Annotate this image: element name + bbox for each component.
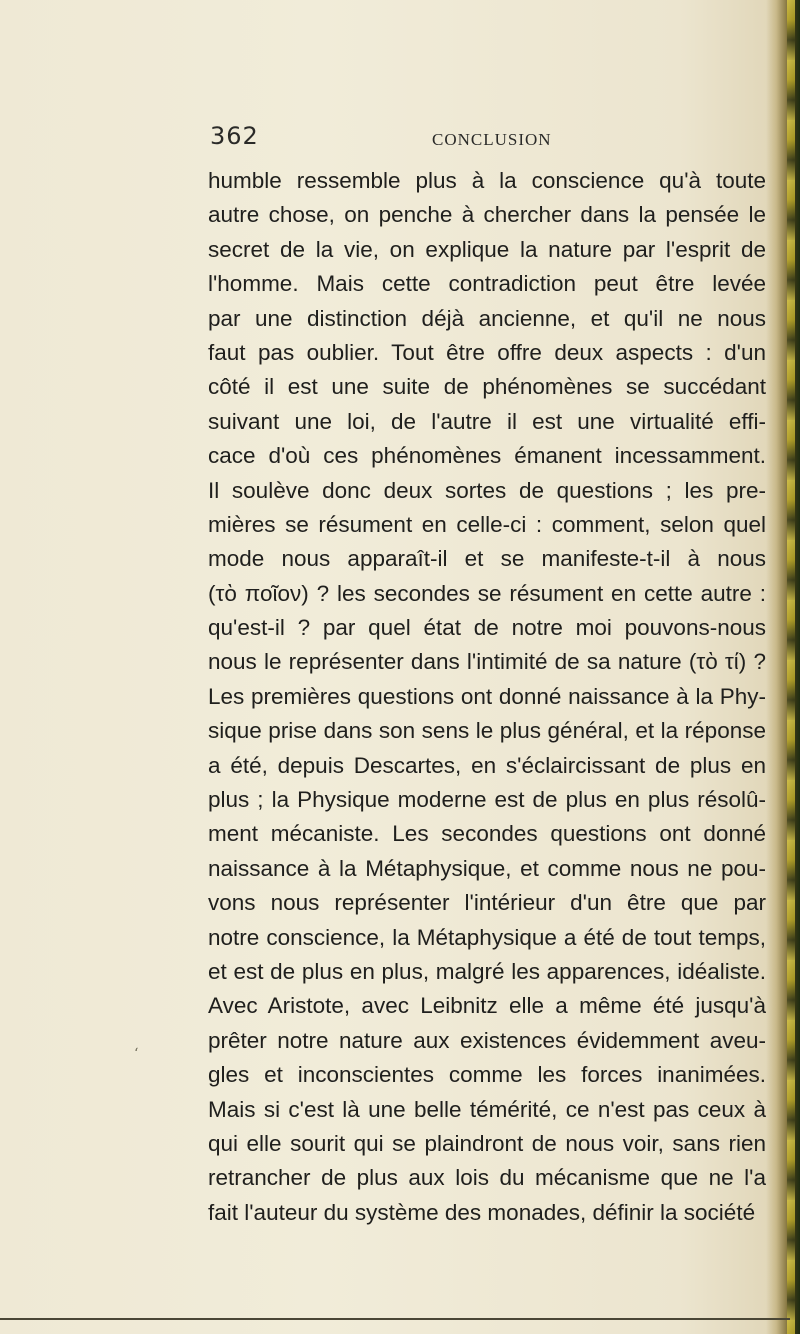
text-line: humble ressemble plus à la conscience qu'à toute: [208, 168, 766, 193]
page-header: [210, 122, 730, 158]
text-line: faut pas oublier. Tout être offre deux aspects : d'un: [208, 339, 766, 365]
text-line: retrancher de plus aux lois du mécanisme que ne l'a: [208, 1165, 766, 1191]
text-line: secret de la vie, on explique la nature par l'esprit de: [208, 236, 766, 262]
text-line: notre conscience, la Métaphysique a été de tout temps,: [208, 924, 766, 950]
text-line: qu'est-il ? par quel état de notre moi pouvons-nous: [208, 615, 766, 641]
book-edge-stripe: [787, 0, 795, 1334]
text-line: mières se résument en celle-ci : comment, selon quel: [208, 511, 766, 537]
text-line: côté il est une suite de phénomènes se succédant: [208, 374, 766, 400]
text-line: Les premières questions ont donné naissance à la Phy-: [208, 683, 766, 709]
text-line: et est de plus en plus, malgré les apparences, idéaliste.: [208, 958, 766, 984]
running-head: CONCLUSION: [432, 130, 552, 149]
text-line: Il soulève donc deux sortes de questions ; les pre-: [208, 477, 766, 503]
text-line: nous le représenter dans l'intimité de sa nature (τὸ τί) ?: [208, 649, 766, 675]
text-line: qui elle sourit qui se plaindront de nous voir, sans rien: [208, 1130, 766, 1156]
text-line: autre chose, on penche à chercher dans la pensée le: [208, 202, 766, 228]
text-line: ment mécaniste. Les secondes questions ont donné: [208, 821, 766, 847]
text-line: Mais si c'est là une belle témérité, ce n'est pas ceux à: [208, 1096, 766, 1122]
page-number: 362: [210, 122, 259, 150]
stray-ink-mark: ‘: [134, 1046, 139, 1062]
text-line: prêter notre nature aux existences évidemment aveu-: [208, 1027, 766, 1053]
text-line: sique prise dans son sens le plus général, et la réponse: [208, 718, 766, 744]
text-line: par une distinction déjà ancienne, et qu'il ne nous: [208, 305, 766, 331]
text-line: l'homme. Mais cette contradiction peut être levée: [208, 271, 766, 297]
text-line: vons nous représenter l'intérieur d'un être que par: [208, 890, 766, 916]
page-bottom-rule: [0, 1318, 790, 1320]
text-line: mode nous apparaît-il et se manifeste-t-il à nous: [208, 546, 766, 572]
text-line: suivant une loi, de l'autre il est une virtualité effi-: [208, 408, 766, 434]
body-text: [208, 164, 766, 1230]
text-line: gles et inconscientes comme les forces inanimées.: [208, 1062, 766, 1088]
text-line: cace d'où ces phénomènes émanent incessamment.: [208, 443, 766, 469]
text-line: Avec Aristote, avec Leibnitz elle a même été jusqu'à: [208, 993, 766, 1019]
text-line: naissance à la Métaphysique, et comme nous ne pou-: [208, 855, 766, 881]
text-line: a été, depuis Descartes, en s'éclaircissant de plus en: [208, 752, 766, 778]
text-line: fait l'auteur du système des monades, définir la société: [208, 1199, 756, 1225]
text-line: (τὸ ποῖον) ? les secondes se résument en cette autre :: [208, 580, 766, 606]
text-line: plus ; la Physique moderne est de plus en plus résolû-: [208, 787, 766, 813]
